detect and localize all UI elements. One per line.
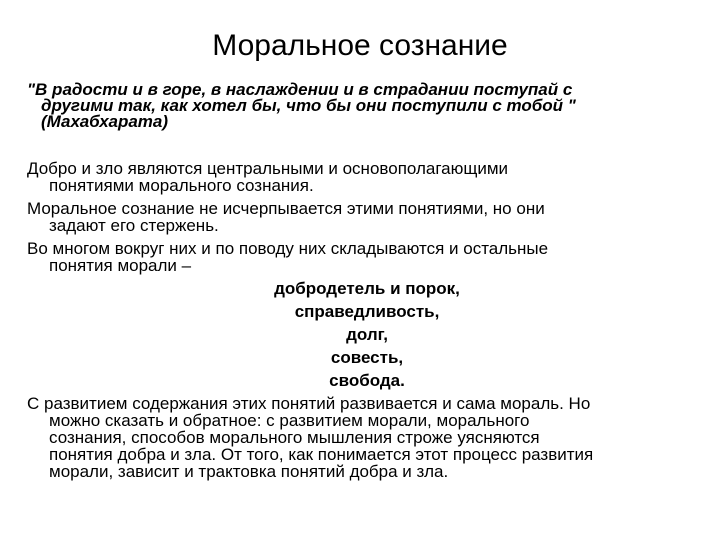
quote-source: (Махабхарата) (41, 112, 169, 131)
paragraph-line: понятия морали – (49, 256, 192, 275)
concept-item: долг, (346, 325, 388, 344)
paragraph-line: задают его стержень. (49, 216, 219, 235)
quote-line: "В радости и в горе, в наслаждении и в страдании поступай с (27, 80, 573, 99)
paragraph (27, 160, 707, 194)
slide-title: Моральное сознание (212, 29, 508, 62)
quote-line: другими так, как хотел бы, что бы они поступили с тобой " (41, 96, 576, 115)
paragraph-line: Добро и зло являются центральными и основополагающими (27, 159, 509, 178)
concept-item: справедливость, (294, 302, 440, 321)
closing-paragraph (27, 395, 707, 480)
moral-concepts-list (27, 280, 707, 389)
paragraph-line: С развитием содержания этих понятий развивается и сама мораль. Но (27, 394, 591, 413)
slide-body (27, 160, 707, 486)
paragraph-line: Во многом вокруг них и по поводу них складываются и остальные (27, 239, 549, 258)
paragraph (27, 240, 707, 274)
concept-item: добродетель и порок, (274, 279, 460, 298)
paragraph-line: понятия добра и зла. От того, как понимается этот процесс развития (49, 445, 594, 464)
concept-item: совесть, (330, 348, 404, 367)
paragraph (27, 200, 707, 234)
paragraph-line: морали, зависит и трактовка понятий добра и зла. (49, 462, 449, 481)
paragraph-line: Моральное сознание не исчерпывается этими понятиями, но они (27, 199, 545, 218)
paragraph-line: сознания, способов морального мышления строже уясняются (49, 428, 540, 447)
paragraph-line: понятиями морального сознания. (49, 176, 314, 195)
epigraph-quote (27, 82, 707, 130)
paragraph-line: можно сказать и обратное: с развитием морали, морального (49, 411, 530, 430)
concept-item: свобода. (329, 371, 405, 390)
